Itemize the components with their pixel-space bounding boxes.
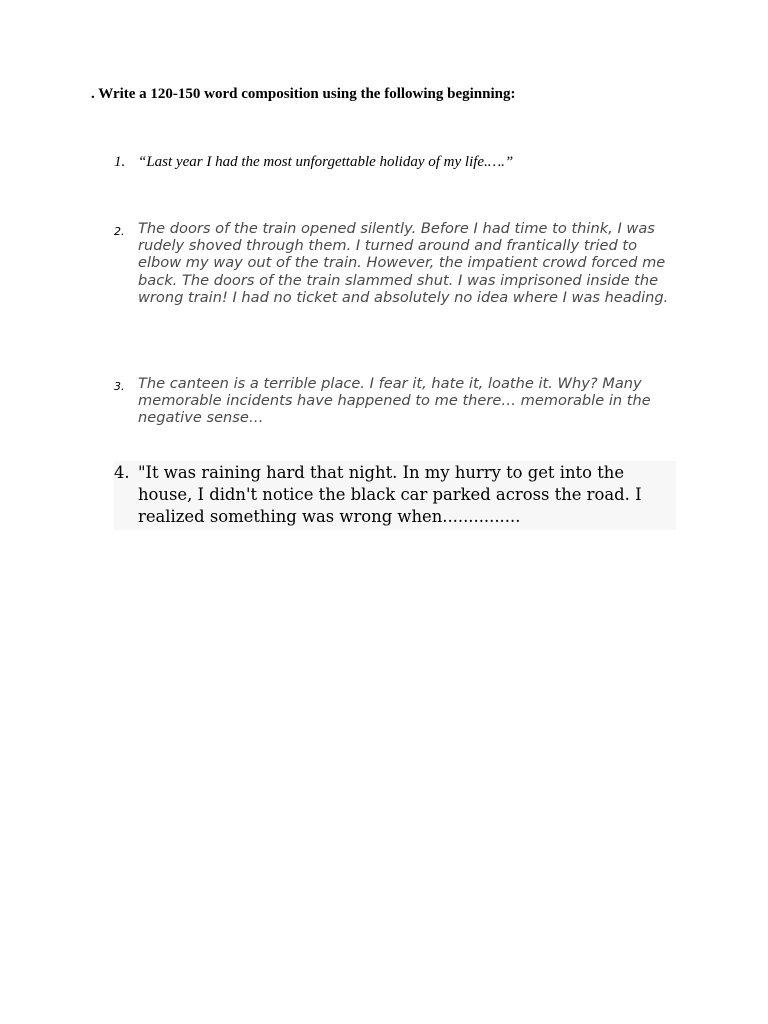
prompt-item-2 <box>114 220 676 306</box>
prompt-item-2-number: 2. <box>114 225 125 238</box>
prompt-item-3-number: 3. <box>114 380 125 393</box>
prompt-item-1-number: 1. <box>114 154 126 170</box>
composition-instruction-heading: . Write a 120-150 word composition using the following beginning: <box>91 86 516 102</box>
prompt-item-4-number: 4. <box>114 463 130 482</box>
prompt-item-1 <box>114 153 676 171</box>
prompt-item-4 <box>114 461 676 530</box>
prompt-item-4-text: "It was raining hard that night. In my hurry to get into the house, I didn't notice the black car parked across the road. I realized something was wrong when............... <box>138 463 642 526</box>
prompt-item-2-text: The doors of the train opened silently. Before I had time to think, I was rudely shoved through them. I turned around and frantically tried to elbow my way out of the train. However, the impatient crowd forced me back. The doors of the train slammed shut. I was imprisoned inside the wrong train! I had no ticket and absolutely no idea where I was heading. <box>138 220 669 306</box>
prompt-item-3 <box>114 375 676 427</box>
prompt-item-3-text: The canteen is a terrible place. I fear it, hate it, loathe it. Why? Many memorable incidents have happened to me there… memorable in the negative sense… <box>138 375 651 427</box>
prompt-item-1-text: “Last year I had the most unforgettable holiday of my life.….” <box>138 154 514 170</box>
